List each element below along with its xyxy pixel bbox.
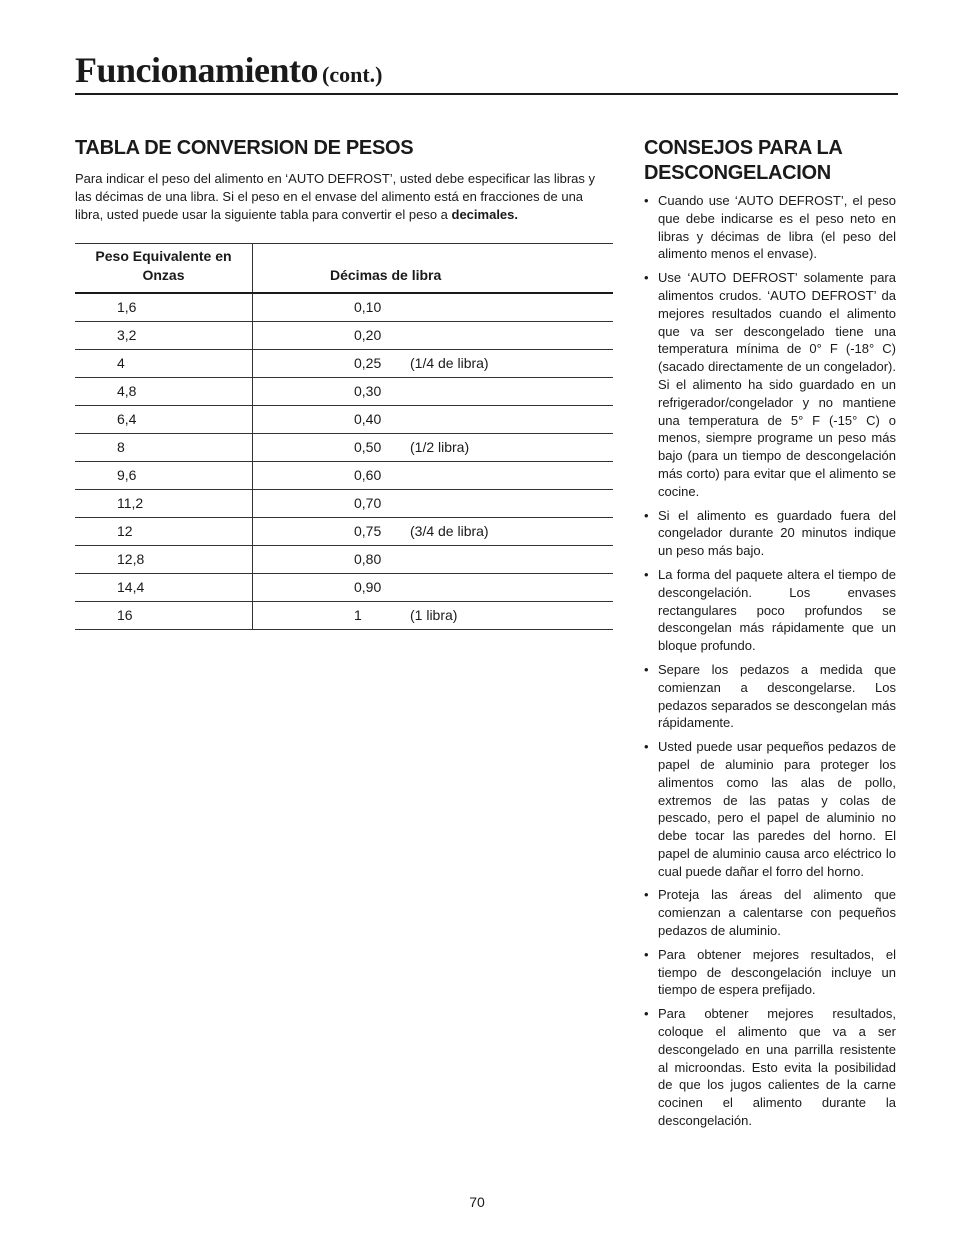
decimal-value: 0,70 bbox=[354, 495, 382, 511]
conversion-table bbox=[75, 243, 613, 630]
table-row bbox=[75, 293, 613, 321]
tip-item: • Use ‘AUTO DEFROST’ solamente para alimentos crudos. ‘AUTO DEFROST’ da mejores resultados cuando el alimento que va ser descongelado tiene una temperatura mínima de 0° F (-18° C) (sacado directamente de un congelador). Si el alimento ha sido guardado en un refrigerador/congelador y no mantiene una temperatura de 5° F (-15° C) o menos, siempre programe un peso más bajo (para un tiempo de descongelación más corto) para evitar que el alimento se cocine. bbox=[644, 269, 896, 500]
tips-heading-line2: DESCONGELACION bbox=[644, 162, 831, 184]
tip-item: • Para obtener mejores resultados, el tiempo de descongelación incluye un tiempo de espera prefijado. bbox=[644, 946, 896, 999]
decimal-value: 0,25 bbox=[354, 355, 382, 371]
tip-item: • Usted puede usar pequeños pedazos de papel de aluminio para proteger los alimentos como las alas de pollo, extremos de las patas y colas de pescado, pero el papel de aluminio no debe tocar las paredes del horno. El papel de aluminio causa arco eléctrico lo cual puede dañar el forro del horno. bbox=[644, 738, 896, 880]
table-row bbox=[75, 405, 613, 433]
page-title-main: Funcionamiento bbox=[75, 50, 319, 90]
table-body bbox=[75, 293, 613, 629]
ounces-cell: 11,2 bbox=[75, 489, 253, 517]
ounces-cell: 14,4 bbox=[75, 573, 253, 601]
decimal-cell bbox=[253, 545, 614, 573]
page-header bbox=[75, 52, 898, 95]
decimal-cell bbox=[253, 321, 614, 349]
page-number: 70 bbox=[469, 1194, 485, 1210]
decimal-note: (3/4 de libra) bbox=[410, 523, 489, 539]
table-row bbox=[75, 461, 613, 489]
conversion-intro bbox=[75, 170, 613, 224]
tip-item: • Para obtener mejores resultados, coloque el alimento que va a ser descongelado en una parrilla resistente al microondas. Esto evita la posibilidad de que los jugos calientes de la carne cocinen el alimento durante la descongelación. bbox=[644, 1005, 896, 1130]
table-row bbox=[75, 321, 613, 349]
tips-section bbox=[644, 136, 896, 1136]
ounces-cell: 6,4 bbox=[75, 405, 253, 433]
table-header-row bbox=[75, 244, 613, 294]
ounces-cell: 4 bbox=[75, 349, 253, 377]
decimal-value: 0,80 bbox=[354, 551, 382, 567]
decimal-cell bbox=[253, 573, 614, 601]
tip-item: • La forma del paquete altera el tiempo de descongelación. Los envases rectangulares poco profundos se descongelan más rápidamente que un bloque profundo. bbox=[644, 566, 896, 655]
decimal-cell bbox=[253, 433, 614, 461]
tip-item: • Proteja las áreas del alimento que comienzan a calentarse con pequeños pedazos de aluminio. bbox=[644, 886, 896, 939]
decimal-cell bbox=[253, 377, 614, 405]
ounces-cell: 12 bbox=[75, 517, 253, 545]
decimal-value: 1 bbox=[354, 607, 362, 623]
decimal-cell bbox=[253, 349, 614, 377]
ounces-cell: 16 bbox=[75, 601, 253, 629]
page-title-cont: (cont.) bbox=[322, 62, 383, 87]
decimal-note: (1/2 libra) bbox=[410, 439, 470, 455]
decimal-value: 0,20 bbox=[354, 327, 382, 343]
intro-bold: decimales. bbox=[451, 207, 519, 222]
decimal-note: (1/4 de libra) bbox=[410, 355, 489, 371]
page-title bbox=[75, 52, 898, 88]
ounces-cell: 1,6 bbox=[75, 293, 253, 321]
decimal-value: 0,50 bbox=[354, 439, 382, 455]
decimal-value: 0,30 bbox=[354, 383, 382, 399]
tips-heading bbox=[644, 136, 896, 186]
decimal-value: 0,40 bbox=[354, 411, 382, 427]
decimal-value: 0,75 bbox=[354, 523, 382, 539]
table-row bbox=[75, 489, 613, 517]
decimal-cell bbox=[253, 517, 614, 545]
decimal-cell bbox=[253, 293, 614, 321]
decimal-cell bbox=[253, 601, 614, 629]
column-header-decimals: Décimas de libra bbox=[330, 267, 442, 283]
column-header-ounces: Peso Equivalente en Onzas bbox=[75, 244, 253, 294]
table-row bbox=[75, 377, 613, 405]
decimal-value: 0,60 bbox=[354, 467, 382, 483]
table-row bbox=[75, 517, 613, 545]
conversion-heading: TABLA DE CONVERSION DE PESOS bbox=[75, 137, 414, 159]
tips-heading-line1: CONSEJOS PARA LA bbox=[644, 137, 843, 159]
decimal-cell bbox=[253, 405, 614, 433]
ounces-cell: 8 bbox=[75, 433, 253, 461]
ounces-cell: 4,8 bbox=[75, 377, 253, 405]
ounces-cell: 9,6 bbox=[75, 461, 253, 489]
table-row bbox=[75, 601, 613, 629]
tip-item: • Separe los pedazos a medida que comienzan a descongelarse. Los pedazos separados se descongelan más rápidamente. bbox=[644, 661, 896, 732]
tip-item: • Cuando use ‘AUTO DEFROST’, el peso que debe indicarse es el peso neto en libras y décimas de libra (el peso del alimento menos el envase). bbox=[644, 192, 896, 263]
header-rule bbox=[75, 93, 898, 95]
decimal-value: 0,10 bbox=[354, 299, 382, 316]
table-row bbox=[75, 433, 613, 461]
ounces-cell: 3,2 bbox=[75, 321, 253, 349]
decimal-value: 0,90 bbox=[354, 579, 382, 595]
intro-text: Para indicar el peso del alimento en ‘AUTO DEFROST’, usted debe especificar las libras y las décimas de una libra. Si el peso en el envase del alimento está en fracciones de una libra, usted puede usar la siguiente tabla para convertir el peso a bbox=[75, 171, 595, 222]
table-row bbox=[75, 545, 613, 573]
table-row bbox=[75, 573, 613, 601]
ounces-cell: 12,8 bbox=[75, 545, 253, 573]
tips-list bbox=[644, 192, 896, 1130]
decimal-note: (1 libra) bbox=[410, 607, 458, 623]
tip-item: • Si el alimento es guardado fuera del congelador durante 20 minutos indique un peso más bajo. bbox=[644, 507, 896, 560]
decimal-cell bbox=[253, 489, 614, 517]
conversion-section bbox=[75, 136, 613, 623]
table-row bbox=[75, 349, 613, 377]
decimal-cell bbox=[253, 461, 614, 489]
